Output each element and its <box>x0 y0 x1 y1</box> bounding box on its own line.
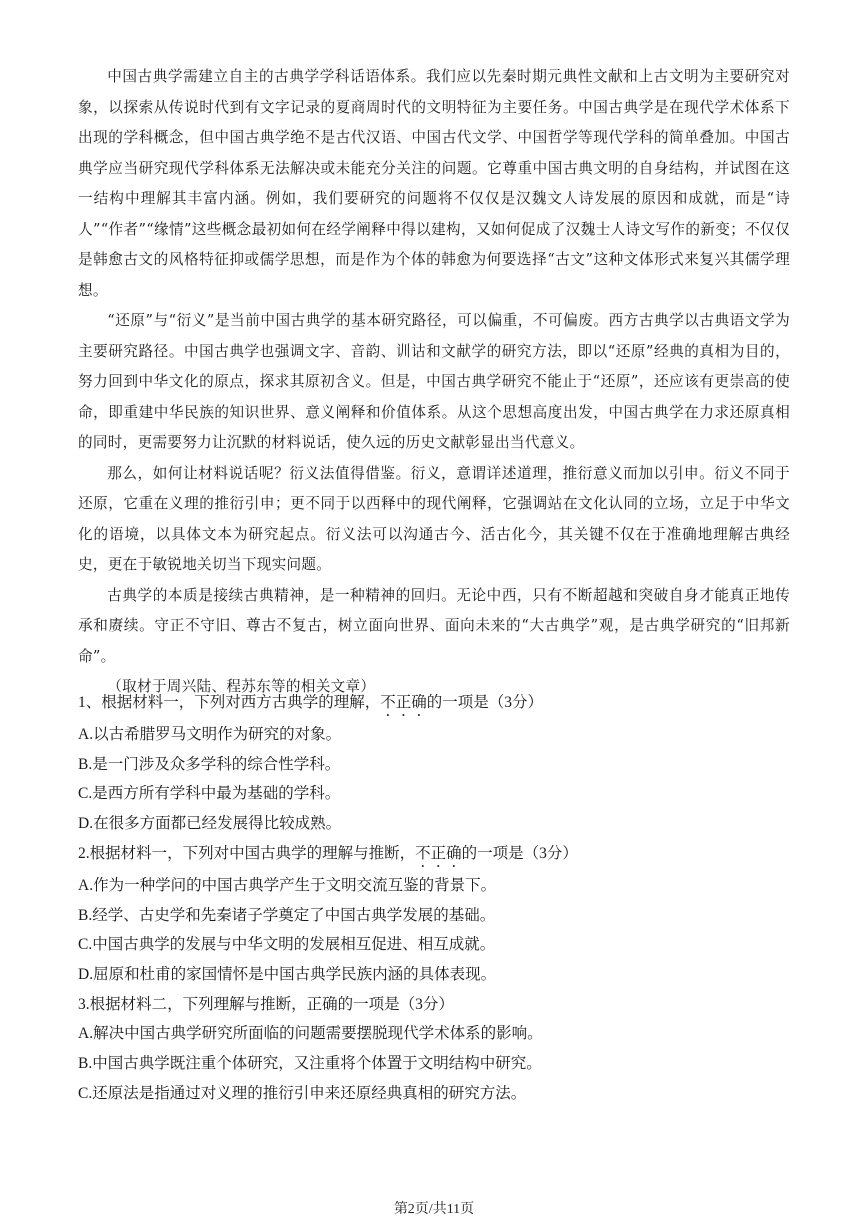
passage-source: （取材于周兴陆、程苏东等的相关文章） <box>107 678 376 695</box>
option-c: C.是西方所有学科中最为基础的学科。 <box>78 785 341 803</box>
option-c: C.还原法是指通过对义理的推衍引申来还原经典真相的研究方法。 <box>78 1084 527 1102</box>
option-d: D.屈原和杜甫的家国情怀是中国古典学民族内涵的具体表现。 <box>78 965 497 983</box>
emphasis-text: 不正确 <box>415 844 462 862</box>
option-a: A.解决中国古典学研究所面临的问题需要摆脱现代学术体系的影响。 <box>78 1025 543 1043</box>
question-stem: 1、根据材料一，下列对西方古典学的理解，不正确的一项是（3分） <box>78 694 544 711</box>
question-stem: 2.根据材料一，下列对中国古典学的理解与推断，不正确的一项是（3分） <box>78 844 578 862</box>
question-1 <box>78 688 790 839</box>
option-a: A.作为一种学问的中国古典学产生于文明交流互鉴的背景下。 <box>78 876 497 894</box>
passage-paragraph-3: 那么，如何让材料说话呢？衍义法值得借鉴。衍义，意谓详述道理，推衍意义而加以引申。衍义不同于还原，它重在义理的推衍引申；更不同于以西释中的现代阐释，它强调站在文化认同的立场，立足于中华文化的语境，以具体文本为研究起点。衍义法可以沟通古今、活古化今，其关键不仅在于准确地理解古典经史，更在于敏锐地关切当下现实问题。 <box>78 464 790 573</box>
question-3 <box>78 990 790 1109</box>
passage-paragraph-4: 古典学的本质是接续古典精神，是一种精神的回归。无论中西，只有不断超越和突破自身才能真正地传承和赓续。守正不守旧、尊古不复古，树立面向世界、面向未来的“大古典学”观，是古典学研究的“旧邦新命”。 <box>78 586 790 665</box>
passage-paragraph-2: “还原”与“衍义”是当前中国古典学的基本研究路径，可以偏重，不可偏废。西方古典学以古典语文学为主要研究路径。中国古典学也强调文字、音韵、训诂和文献学的研究方法，即以“还原”经典的真相为目的，努力回到中华文化的原点，探求其原初含义。但是，中国古典学研究不能止于“还原”，还应该有更崇高的使命，即重建中华民族的知识世界、意义阐释和价值体系。从这个思想高度出发，中国古典学在力求还原真相的同时，更需要努力让沉默的材料说话，使久远的历史文献彰显出当代意义。 <box>78 312 790 451</box>
passage-paragraph-1: 中国古典学需建立自主的古典学学科话语体系。我们应以先秦时期元典性文献和上古文明为主要研究对象，以探索从传说时代到有文字记录的夏商周时代的文明特征为主要任务。中国古典学是在现代学术体系下出现的学科概念，但中国古典学绝不是古代汉语、中国古代文学、中国哲学等现代学科的简单叠加。中国古典学应当研究现代学科体系无法解决或未能充分关注的问题。它尊重中国古典文明的自身结构，并试图在这一结构中理解其丰富内涵。例如，我们要研究的问题将不仅仅是汉魏文人诗发展的原因和成就，而是“诗人”“作者”“缘情”这些概念最初如何在经学阐释中得以建构，又如何促成了汉魏士人诗文写作的新变；不仅仅是韩愈古文的风格特征抑或儒学思想，而是作为个体的韩愈为何要选择“古文”这种文体形式来复兴其儒学理想。 <box>78 68 790 299</box>
reading-passage <box>78 62 790 703</box>
option-a: A.以古希腊罗马文明作为研究的对象。 <box>78 726 342 743</box>
option-b: B.中国古典学既注重个体研究，又注重将个体置于文明结构中研究。 <box>78 1055 542 1073</box>
option-b: B.经学、古史学和先秦诸子学奠定了中国古典学发展的基础。 <box>78 906 496 924</box>
emphasis-text: 不正确 <box>380 694 427 711</box>
option-c: C.中国古典学的发展与中华文明的发展相互促进、相互成就。 <box>78 936 496 954</box>
option-b: B.是一门涉及众多学科的综合性学科。 <box>78 755 341 773</box>
option-d: D.在很多方面都已经发展得比较成熟。 <box>78 815 342 833</box>
question-list <box>78 688 790 1108</box>
page-number: 第2页/共11页 <box>393 1202 475 1217</box>
question-stem: 3.根据材料二，下列理解与推断，正确的一项是（3分） <box>78 995 454 1013</box>
question-2 <box>78 839 790 990</box>
